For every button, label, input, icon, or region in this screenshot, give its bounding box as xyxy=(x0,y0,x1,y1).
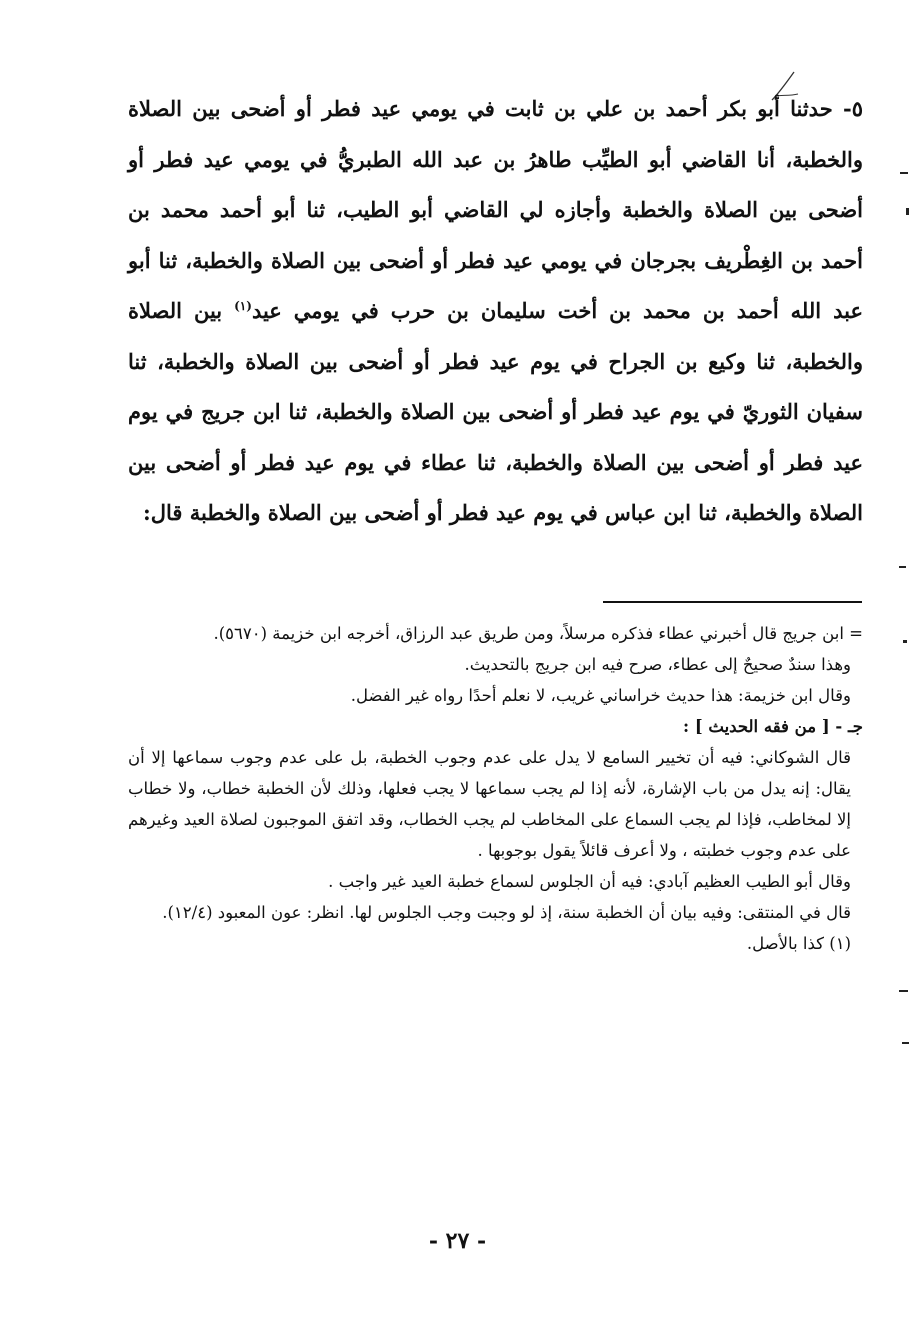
footnote-divider xyxy=(603,601,862,603)
footnote-grading: وهذا سندٌ صحيحٌ إلى عطاء، صرح فيه ابن جريج بالتحديث. xyxy=(464,655,851,674)
fiqh-paragraph-muntaqa: قال في المنتقى: وفيه بيان أن الخطبة سنة، إذ لو وجبت وجب الجلوس لها. انظر: عون المعبود (١٢/٤). xyxy=(162,903,851,922)
fiqh-paragraph-abadi: وقال أبو الطيب العظيم آبادي: فيه أن الجلوس لسماع خطبة العيد غير واجب . xyxy=(328,872,851,891)
scan-speck xyxy=(903,640,907,643)
scan-speck xyxy=(902,1042,909,1044)
page-number: - ٢٧ - xyxy=(428,1228,487,1254)
footnote-ref: (١) xyxy=(234,299,252,313)
scan-speck xyxy=(899,566,906,568)
footnote-1: (١) كذا بالأصل. xyxy=(746,934,851,953)
main-hadith-text xyxy=(128,84,863,539)
scan-speck xyxy=(899,990,908,992)
footnote-continuation: = ابن جريج قال أخبرني عطاء فذكره مرسلاً، ومن طريق عبد الرزاق، أخرجه ابن خزيمة (٥٦٧٠). xyxy=(213,624,863,643)
main-text-rest: بين الصلاة والخطبة، ثنا وكيع بن الجراح في يوم عيد فطر أو أضحى بين الصلاة والخطبة، ثنا سفيان الثوريّ في يوم عيد فطر أو أضحى بين الصلاة والخطبة، ثنا ابن جريج في يوم عيد فطر أو أضحى بين الصلاة والخطبة، ثنا عطاء في يوم عيد فطر أو أضحى بين الصلاة والخطبة، ثنا ابن عباس في يوم عيد فطر أو أضحى بين الصلاة والخطبة قال: xyxy=(128,298,863,525)
fiqh-heading: جـ - [ من فقه الحديث ] : xyxy=(683,717,863,736)
footnote-ibn-khuzayma: وقال ابن خزيمة: هذا حديث خراساني غريب، لا نعلم أحدًا رواه غير الفضل. xyxy=(350,686,851,705)
main-text: ٥- حدثنا أبو بكر أحمد بن علي بن ثابت في يومي عيد فطر أو أضحى بين الصلاة والخطبة، أنا القاضي أبو الطيِّب طاهرُ بن عبد الله الطبريُّ في يومي عيد فطر أو أضحى بين الصلاة والخطبة وأجازه لي القاضي أبو الطيب، ثنا أبو أحمد محمد بن أحمد بن الغِطْريف بجرجان في يومي عيد فطر أو أضحى بين الصلاة والخطبة، ثنا أبو عبد الله أحمد بن محمد بن أخت سليمان بن حرب في يومي عيد xyxy=(128,96,863,323)
scan-speck xyxy=(906,208,909,215)
fiqh-paragraph-shawkani: قال الشوكاني: فيه أن تخيير السامع لا يدل على عدم وجوب الخطبة، بل على عدم وجوب سماعها إلا أن يقال: إنه يدل من باب الإشارة، لأنه إذا لم يجب سماعها لا يجب فعلها، وذلك لأن الخطبة خطاب، ولا خطاب إلا لمخاطب، فإذا لم يجب السماع على المخاطب لم يجب الخطاب، وقد اتفق الموجبون لصلاة العيد وغيرهم على عدم وجوب خطبته ، ولا أعرف قائلاً يقول بوجوبها . xyxy=(128,748,851,860)
footnotes-block xyxy=(128,618,863,959)
scan-speck xyxy=(900,172,908,174)
